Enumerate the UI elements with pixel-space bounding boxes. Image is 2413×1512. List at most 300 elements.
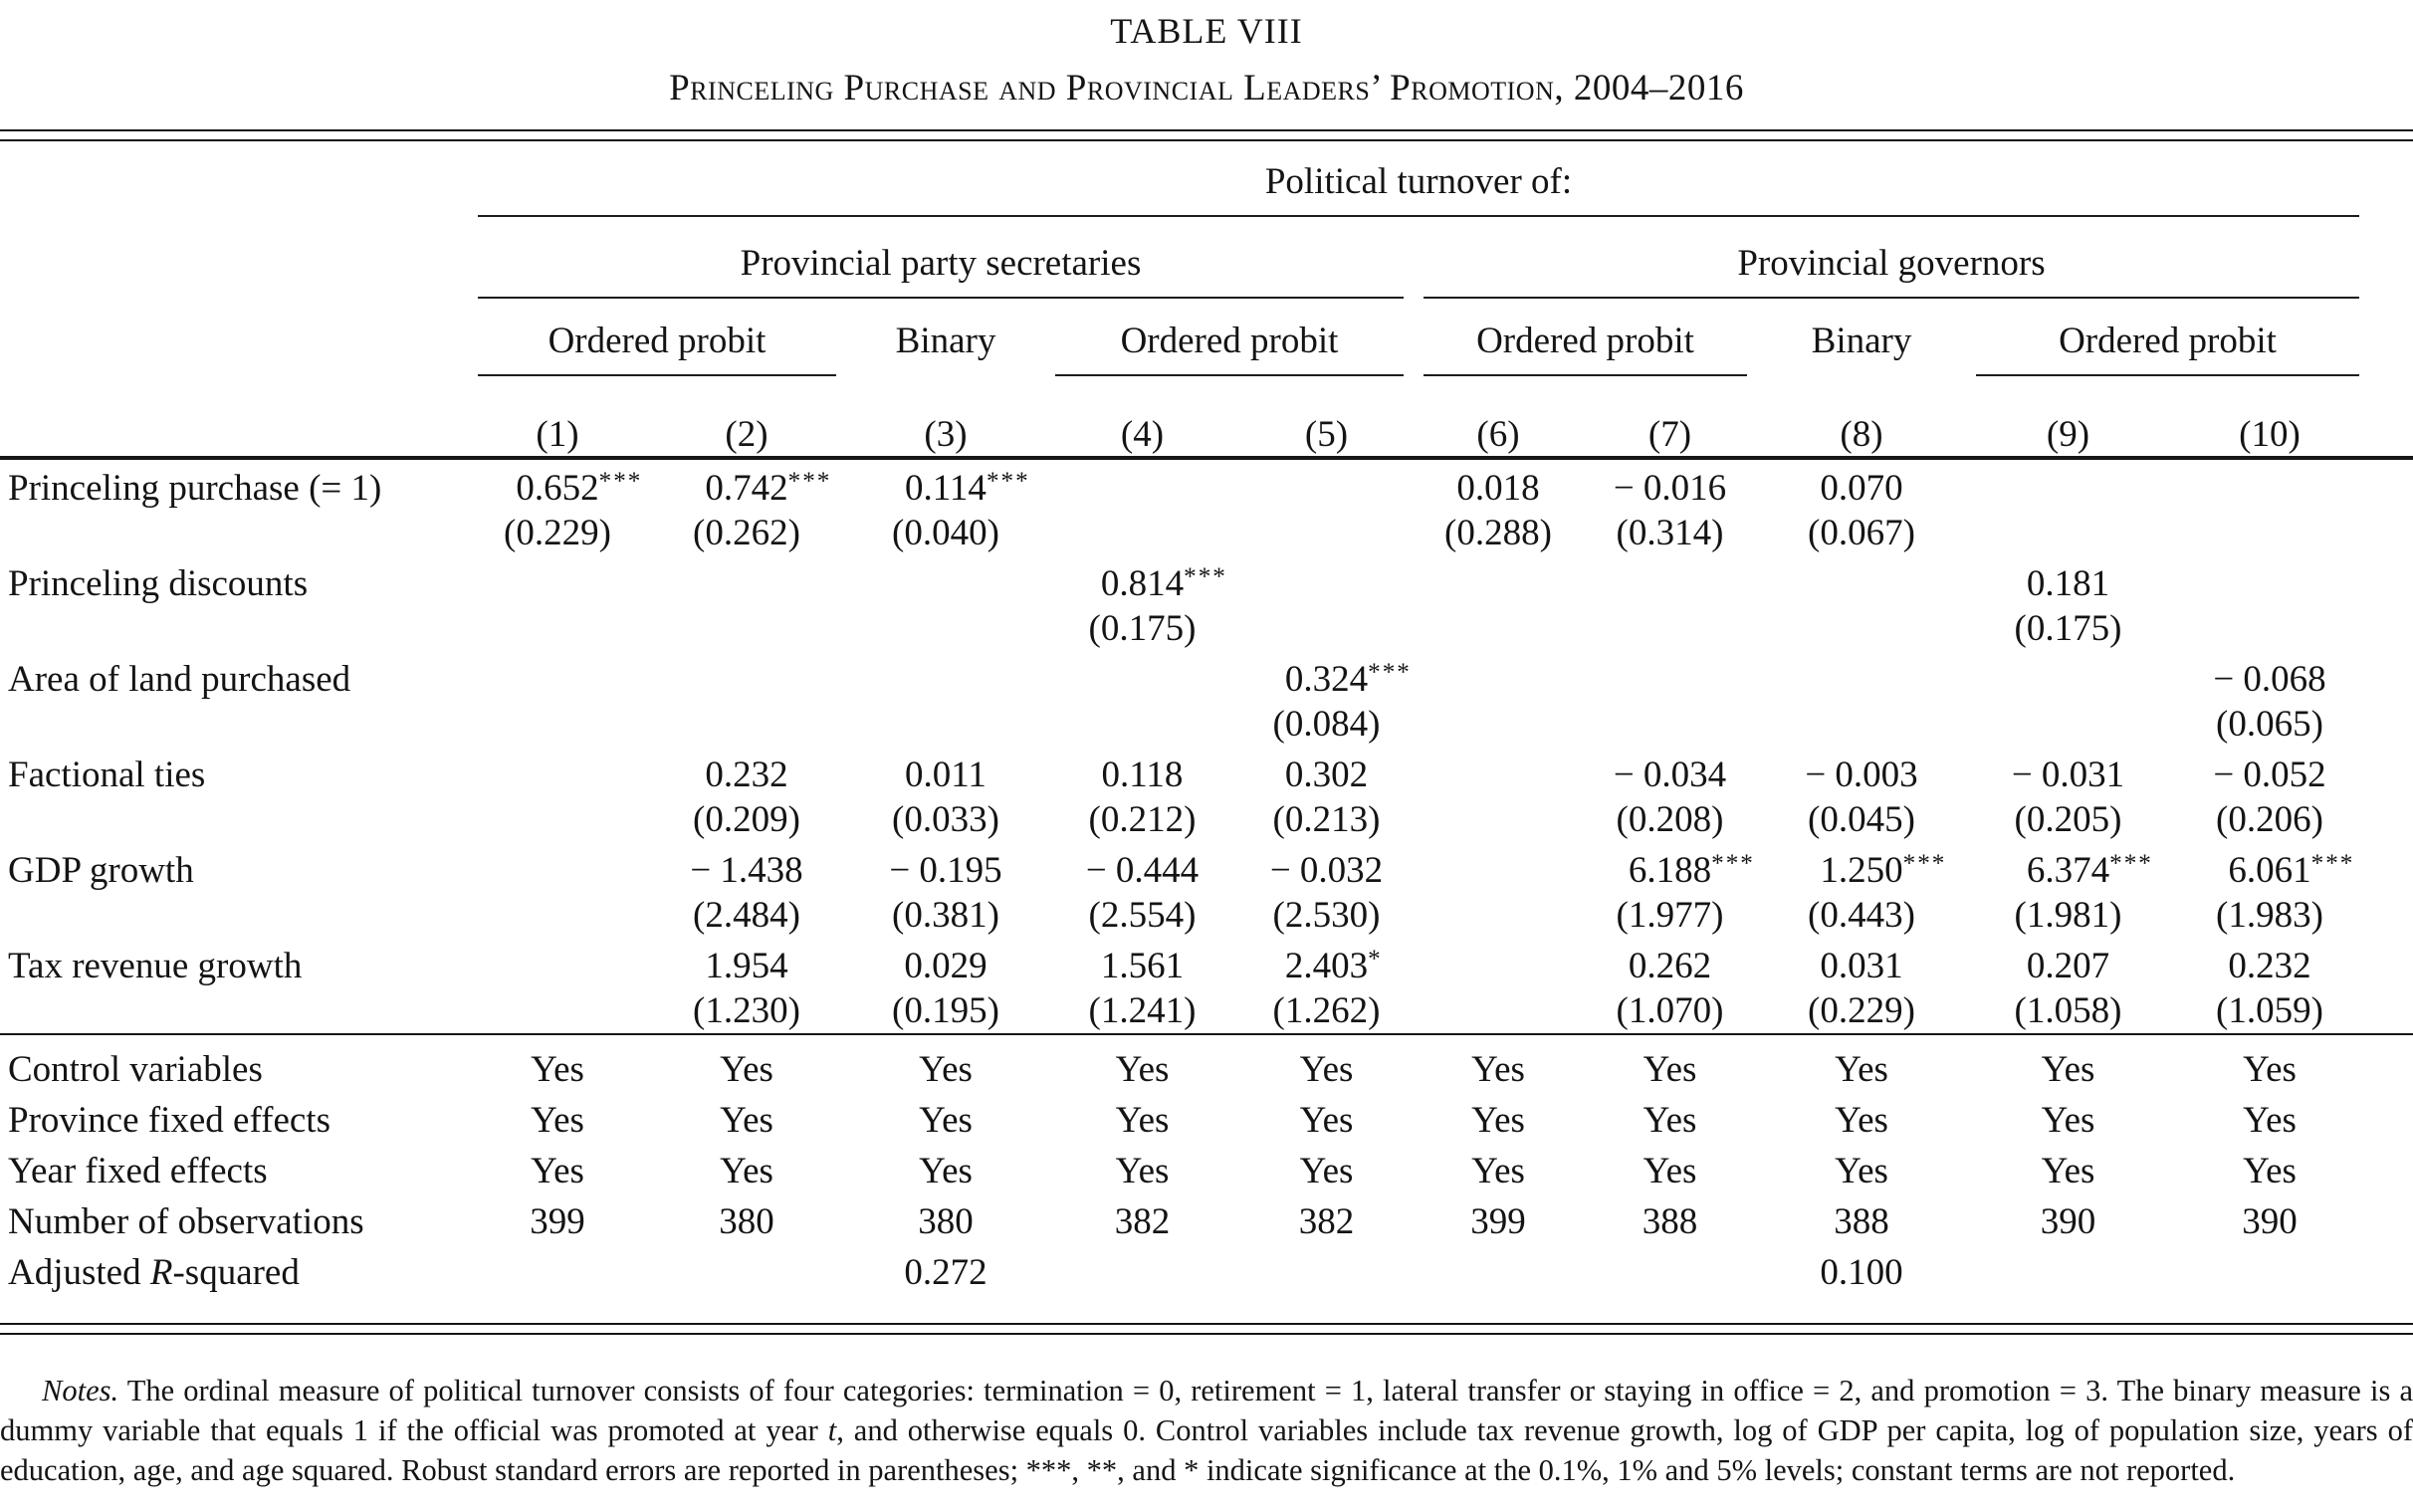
summary-value-cell: Yes: [2041, 1151, 2095, 1191]
stderr-cell: [468, 894, 647, 938]
estimate-value: 0.029: [904, 946, 987, 986]
summary-value-cell: Yes: [531, 1151, 584, 1191]
row-label-cell: [0, 703, 468, 747]
spacer-cell: [2369, 299, 2413, 376]
notes-italic-segment: Notes.: [42, 1374, 119, 1407]
estimate-cell: [468, 555, 647, 607]
estimate-row: [0, 747, 2413, 798]
stderr-cell: [846, 607, 1045, 651]
summary-value-cell: Yes: [1835, 1049, 1888, 1090]
summary-value-cell: 380: [918, 1201, 974, 1242]
row-label-cell: [0, 607, 468, 651]
row-label-cell: Number of observations: [8, 1201, 364, 1242]
estimate-cell: [1239, 555, 1414, 607]
summary-row: [0, 1248, 2413, 1299]
estimate-cell: [1239, 747, 1414, 798]
bottom-double-rule: [0, 1323, 2413, 1335]
leader-group-row: [0, 217, 2413, 299]
summary-value-cell: [1583, 1248, 1757, 1299]
estimate-value: − 0.195: [889, 850, 1002, 891]
column-number-row: [0, 376, 2413, 458]
summary-value-cell: [1966, 1248, 2170, 1299]
estimate-value: − 0.031: [2011, 755, 2125, 795]
estimate-row: [0, 651, 2413, 703]
estimate-value: 6.188: [1628, 850, 1712, 891]
stderr-cell: [1583, 703, 1757, 747]
stderr-cell: [1757, 607, 1966, 651]
summary-value-cell: 382: [1114, 1201, 1171, 1242]
stderr-cell: [1966, 512, 2170, 555]
estimate-value: 0.118: [1101, 755, 1184, 795]
italic-label-part: R: [149, 1252, 173, 1293]
stderr-cell: [1414, 989, 1583, 1034]
summary-value-cell: 399: [530, 1201, 585, 1242]
estimate-cell: 0.114***: [905, 467, 1030, 509]
summary-value-cell: 0.100: [1820, 1252, 1903, 1293]
estimate-cell: 2.403*: [1284, 945, 1383, 986]
method-header-cell: [1966, 299, 2369, 376]
stderr-cell: (0.065): [2216, 704, 2323, 745]
estimate-cell: [1414, 458, 1583, 512]
summary-value-cell: 390: [2242, 1201, 2298, 1242]
column-number-cell: (1): [468, 376, 647, 458]
estimate-cell: 0.814***: [1100, 562, 1227, 604]
method-header: Ordered probit: [478, 320, 836, 376]
stderr-cell: [1757, 703, 1966, 747]
estimate-value: 0.070: [1820, 468, 1903, 509]
stderr-cell: [468, 703, 647, 747]
group-header-cell: [1414, 217, 2369, 299]
spacer-cell: [2369, 1035, 2413, 1096]
summary-value-cell: 390: [2040, 1201, 2096, 1242]
estimate-cell: [2170, 555, 2369, 607]
row-label-cell: [0, 894, 468, 938]
estimate-cell: [1757, 747, 1966, 798]
spacer-cell: [2369, 607, 2413, 651]
estimate-cell: [846, 938, 1045, 989]
stderr-row: [0, 798, 2413, 842]
spacer-cell: [2369, 141, 2413, 217]
estimate-cell: [2170, 651, 2369, 703]
row-label-cell: [0, 798, 468, 842]
estimate-cell: [1239, 842, 1414, 894]
estimate-cell: [1757, 555, 1966, 607]
estimate-cell: [1583, 747, 1757, 798]
column-number-cell: (5): [1239, 376, 1414, 458]
estimate-cell: [1414, 842, 1583, 894]
stderr-cell: (0.443): [1808, 895, 1915, 936]
spacer-cell: [2369, 512, 2413, 555]
estimate-cell: [647, 747, 846, 798]
column-number-cell: (9): [1966, 376, 2170, 458]
method-header: Binary: [1811, 321, 1912, 361]
column-number-cell: (4): [1045, 376, 1239, 458]
method-header: Ordered probit: [1424, 320, 1747, 376]
estimate-value: 0.652: [516, 468, 599, 509]
spacer-cell: [2369, 1147, 2413, 1197]
stderr-cell: (0.288): [1444, 513, 1552, 553]
estimate-cell: [647, 555, 846, 607]
stderr-cell: (0.084): [1272, 704, 1381, 745]
spacer-cell: [2369, 555, 2413, 607]
stderr-cell: [1414, 894, 1583, 938]
row-label-cell: Province fixed effects: [8, 1100, 330, 1141]
stderr-cell: (0.208): [1616, 799, 1724, 840]
summary-value-cell: 382: [1298, 1201, 1355, 1242]
estimate-cell: [2170, 938, 2369, 989]
stderr-cell: [647, 607, 846, 651]
stderr-cell: (1.241): [1088, 990, 1197, 1031]
summary-value-cell: Yes: [2041, 1049, 2095, 1090]
stderr-cell: (0.213): [1272, 799, 1381, 840]
summary-value-cell: [1239, 1248, 1414, 1299]
column-number-cell: (8): [1757, 376, 1966, 458]
stderr-cell: (2.484): [693, 895, 800, 936]
estimate-value: 0.232: [2228, 946, 2311, 986]
row-label-cell: Year fixed effects: [8, 1151, 268, 1191]
estimate-value: 0.302: [1284, 755, 1369, 795]
corner-cell: [0, 141, 468, 217]
stderr-row: [0, 703, 2413, 747]
method-header: Ordered probit: [1976, 320, 2359, 376]
column-number-cell: (3): [846, 376, 1045, 458]
estimate-value: 6.374: [2026, 850, 2110, 891]
summary-value-cell: Yes: [2243, 1049, 2297, 1090]
estimate-value: 0.232: [705, 755, 788, 795]
estimate-value: 0.742: [705, 468, 788, 509]
estimate-cell: [468, 842, 647, 894]
estimate-row: [0, 938, 2413, 989]
stderr-cell: [846, 703, 1045, 747]
estimate-value: 1.250: [1820, 850, 1903, 891]
estimate-value: 6.061: [2228, 850, 2311, 891]
summary-value-cell: 388: [1642, 1201, 1698, 1242]
stderr-cell: (0.195): [892, 990, 999, 1031]
estimate-cell: [1757, 651, 1966, 703]
summary-value-cell: Yes: [720, 1100, 773, 1141]
estimate-value: 0.324: [1284, 659, 1369, 700]
estimate-value: − 1.438: [690, 850, 803, 891]
column-number-cell: (7): [1583, 376, 1757, 458]
summary-value-cell: Yes: [1471, 1100, 1525, 1141]
stderr-cell: (0.175): [2014, 608, 2122, 649]
summary-value-cell: Yes: [1643, 1151, 1697, 1191]
estimate-row: [0, 458, 2413, 512]
estimate-cell: [1045, 651, 1239, 703]
stderr-cell: (0.040): [892, 513, 999, 553]
stderr-cell: (0.206): [2216, 799, 2323, 840]
estimate-cell: [1583, 555, 1757, 607]
summary-value-cell: Yes: [919, 1151, 973, 1191]
stderr-cell: (0.212): [1088, 799, 1197, 840]
stderr-cell: (1.058): [2014, 990, 2122, 1031]
stderr-cell: (0.314): [1616, 513, 1724, 553]
row-label-cell: Princeling purchase (= 1): [8, 468, 382, 509]
estimate-row: [0, 842, 2413, 894]
estimate-cell: [846, 555, 1045, 607]
column-number-cell: (6): [1414, 376, 1583, 458]
spacer-cell: [2369, 1248, 2413, 1299]
estimate-value: 2.403: [1284, 946, 1369, 986]
estimate-cell: [1045, 938, 1239, 989]
stderr-cell: [1239, 512, 1414, 555]
summary-value-cell: Yes: [531, 1100, 584, 1141]
turnover-header: Political turnover of:: [478, 160, 2359, 217]
stderr-cell: (0.381): [892, 895, 999, 936]
stderr-cell: (0.205): [2014, 799, 2122, 840]
estimate-cell: [846, 747, 1045, 798]
paper-table-page: [0, 10, 2413, 1490]
row-label-cell: Adjusted R-squared: [8, 1252, 300, 1293]
row-label-cell: Area of land purchased: [8, 659, 351, 700]
estimate-cell: [846, 842, 1045, 894]
summary-value-cell: Yes: [1115, 1151, 1170, 1191]
summary-value-cell: 0.272: [904, 1252, 987, 1293]
summary-value-cell: Yes: [1115, 1100, 1170, 1141]
notes-text-segment: , and otherwise equals 0. Control variables include tax revenue growth, log of GDP per capita, log of population size, years of education, age, and age squared. Robust standard errors are reported in parentheses; ***, **, and * indicate significance at the 0.1%, 1% and 5% levels; constant terms are not reported.: [0, 1413, 2413, 1487]
spacer-cell: [2369, 938, 2413, 989]
method-header: Binary: [895, 321, 996, 361]
estimate-value: 0.262: [1628, 946, 1712, 986]
stderr-cell: (1.262): [1272, 990, 1381, 1031]
stderr-cell: (0.175): [1088, 608, 1197, 649]
estimate-value: 0.011: [905, 755, 987, 795]
summary-value-cell: [2170, 1248, 2369, 1299]
method-header-cell: [468, 299, 846, 376]
stderr-cell: [1239, 607, 1414, 651]
stderr-cell: [2170, 607, 2369, 651]
estimate-value: 0.207: [2026, 946, 2110, 986]
stderr-cell: (0.209): [693, 799, 800, 840]
summary-value-cell: Yes: [2041, 1100, 2095, 1141]
estimate-cell: [1239, 458, 1414, 512]
estimate-cell: 0.324***: [1284, 658, 1412, 700]
summary-value-cell: Yes: [720, 1151, 773, 1191]
stderr-cell: [468, 989, 647, 1034]
estimate-cell: [1583, 458, 1757, 512]
stderr-cell: [1045, 703, 1239, 747]
estimate-cell: [1414, 938, 1583, 989]
stderr-cell: [1414, 703, 1583, 747]
estimate-cell: 1.250***: [1820, 849, 1947, 891]
summary-value-cell: Yes: [1299, 1151, 1354, 1191]
row-label-cell: GDP growth: [8, 850, 194, 891]
stderr-row: [0, 894, 2413, 938]
summary-value-cell: Yes: [1643, 1100, 1697, 1141]
spacer-cell: [2369, 798, 2413, 842]
estimate-cell: [1966, 458, 2170, 512]
method-header-cell: [1045, 299, 1414, 376]
summary-value-cell: Yes: [2243, 1151, 2297, 1191]
estimate-value: − 0.016: [1613, 468, 1727, 509]
group-header: Provincial party secretaries: [478, 242, 1404, 299]
stderr-cell: (0.033): [892, 799, 999, 840]
summary-row: [0, 1035, 2413, 1096]
stderr-cell: (0.067): [1808, 513, 1915, 553]
top-double-rule: [0, 129, 2413, 141]
notes-italic-segment: t: [827, 1413, 837, 1447]
corner-cell: [0, 217, 468, 299]
summary-value-cell: [1414, 1248, 1583, 1299]
estimate-value: 0.181: [2026, 563, 2110, 604]
estimate-cell: [1583, 938, 1757, 989]
row-label-cell: Princeling discounts: [8, 563, 309, 604]
estimate-cell: 6.188***: [1628, 849, 1755, 891]
summary-row: [0, 1197, 2413, 1248]
summary-value-cell: Yes: [1835, 1151, 1888, 1191]
summary-value-cell: [1045, 1248, 1239, 1299]
estimate-cell: [468, 938, 647, 989]
table-subtitle: Princeling Purchase and Provincial Leaders’ Promotion, 2004–2016: [669, 68, 1744, 108]
stderr-cell: (0.262): [693, 513, 800, 553]
stderr-cell: [468, 607, 647, 651]
estimate-row: [0, 555, 2413, 607]
row-label-cell: Control variables: [8, 1049, 263, 1090]
turnover-header-cell: [468, 141, 2369, 217]
estimate-cell: [647, 938, 846, 989]
summary-value-cell: Yes: [919, 1049, 973, 1090]
estimate-cell: [1757, 458, 1966, 512]
spacer-cell: [2369, 1096, 2413, 1147]
estimate-cell: [1414, 555, 1583, 607]
stderr-cell: [1414, 607, 1583, 651]
estimate-value: − 0.444: [1085, 850, 1200, 891]
stderr-cell: (1.059): [2216, 990, 2323, 1031]
group-header-cell: [468, 217, 1414, 299]
corner-cell: [0, 299, 468, 376]
estimate-value: − 0.052: [2213, 755, 2326, 795]
estimate-cell: [1966, 651, 2170, 703]
stderr-cell: [468, 798, 647, 842]
estimate-cell: [1045, 747, 1239, 798]
estimate-value: 0.031: [1820, 946, 1903, 986]
stderr-cell: (1.230): [693, 990, 800, 1031]
summary-value-cell: Yes: [1299, 1049, 1354, 1090]
estimate-cell: [1966, 555, 2170, 607]
notes-text-segment: The ordinal measure of political turnover consists of four categories: termination = 0, retirement = 1, lateral transfer or staying in office = 2, and promotion = 3. The binary measure is a dummy variable that equals 1 if the official was promoted at year: [0, 1374, 2413, 1447]
summary-value-cell: Yes: [919, 1100, 973, 1141]
spacer-cell: [2369, 894, 2413, 938]
estimate-cell: [1583, 651, 1757, 703]
estimate-cell: [2170, 747, 2369, 798]
estimate-value: − 0.068: [2213, 659, 2326, 700]
regression-table: [0, 141, 2413, 1299]
spacer-cell: [2369, 747, 2413, 798]
stderr-cell: [1966, 703, 2170, 747]
estimate-cell: [1757, 938, 1966, 989]
spacer-cell: [2369, 1197, 2413, 1248]
corner-cell: [0, 376, 468, 458]
estimate-cell: [468, 747, 647, 798]
table-number-title: TABLE VIII: [1110, 11, 1303, 51]
estimate-cell: [1414, 747, 1583, 798]
summary-value-cell: Yes: [1299, 1100, 1354, 1141]
method-header-cell: [846, 299, 1045, 376]
estimate-cell: [468, 651, 647, 703]
row-label-cell: [0, 989, 468, 1034]
spacer-cell: [2369, 703, 2413, 747]
summary-value-cell: Yes: [1835, 1100, 1888, 1141]
stderr-cell: [647, 703, 846, 747]
stderr-row: [0, 512, 2413, 555]
stderr-cell: (0.229): [504, 513, 611, 553]
estimate-cell: [1414, 651, 1583, 703]
estimate-cell: [1045, 458, 1239, 512]
estimate-value: 0.814: [1100, 563, 1185, 604]
stderr-cell: (1.983): [2216, 895, 2323, 936]
stderr-cell: [2170, 512, 2369, 555]
estimate-cell: [846, 651, 1045, 703]
stderr-cell: (1.070): [1616, 990, 1724, 1031]
table-notes: [0, 1371, 2413, 1490]
estimate-cell: [647, 842, 846, 894]
estimate-value: − 0.003: [1805, 755, 1918, 795]
column-number-cell: (2): [647, 376, 846, 458]
stderr-row: [0, 989, 2413, 1034]
summary-value-cell: 380: [719, 1201, 774, 1242]
summary-row: [0, 1147, 2413, 1197]
summary-value-cell: Yes: [720, 1049, 773, 1090]
summary-value-cell: 399: [1470, 1201, 1526, 1242]
stderr-cell: (1.981): [2014, 895, 2122, 936]
summary-value-cell: [647, 1248, 846, 1299]
stderr-cell: (2.530): [1272, 895, 1381, 936]
row-label-cell: Tax revenue growth: [8, 946, 303, 986]
spacer-cell: [2369, 376, 2413, 458]
method-header-cell: [1414, 299, 1757, 376]
summary-row: [0, 1096, 2413, 1147]
estimate-value: 0.114: [905, 468, 987, 509]
summary-value-cell: Yes: [1471, 1049, 1525, 1090]
stderr-cell: [1045, 512, 1239, 555]
estimate-cell: [647, 651, 846, 703]
summary-value-cell: [468, 1248, 647, 1299]
stderr-cell: (0.045): [1808, 799, 1915, 840]
estimate-value: − 0.034: [1613, 755, 1727, 795]
estimate-cell: 6.061***: [2228, 849, 2355, 891]
method-header-cell: [1757, 299, 1966, 376]
estimate-value: − 0.032: [1269, 850, 1384, 891]
estimate-cell: 0.742***: [705, 467, 832, 509]
spacer-cell: [2369, 217, 2413, 299]
summary-value-cell: Yes: [1643, 1049, 1697, 1090]
estimate-cell: 0.652***: [516, 467, 643, 509]
spacer-cell: [2369, 842, 2413, 894]
stderr-cell: (1.977): [1616, 895, 1724, 936]
column-number-cell: (10): [2170, 376, 2369, 458]
group-header: Provincial governors: [1424, 242, 2359, 299]
turnover-header-row: [0, 141, 2413, 217]
estimate-value: 0.018: [1456, 468, 1540, 509]
summary-value-cell: Yes: [1115, 1049, 1170, 1090]
row-label-cell: Factional ties: [8, 755, 206, 795]
stderr-cell: (0.229): [1808, 990, 1915, 1031]
summary-value-cell: Yes: [2243, 1100, 2297, 1141]
spacer-cell: [2369, 651, 2413, 703]
estimate-value: 1.954: [705, 946, 788, 986]
estimate-cell: [1966, 938, 2170, 989]
estimate-cell: 6.374***: [2026, 849, 2153, 891]
stderr-row: [0, 607, 2413, 651]
summary-value-cell: 388: [1834, 1201, 1889, 1242]
stderr-cell: [1414, 798, 1583, 842]
estimate-cell: [1966, 747, 2170, 798]
estimate-cell: [1045, 842, 1239, 894]
estimate-value: 1.561: [1100, 946, 1185, 986]
estimate-cell: [2170, 458, 2369, 512]
method-header: Ordered probit: [1055, 320, 1404, 376]
spacer-cell: [2369, 458, 2413, 512]
